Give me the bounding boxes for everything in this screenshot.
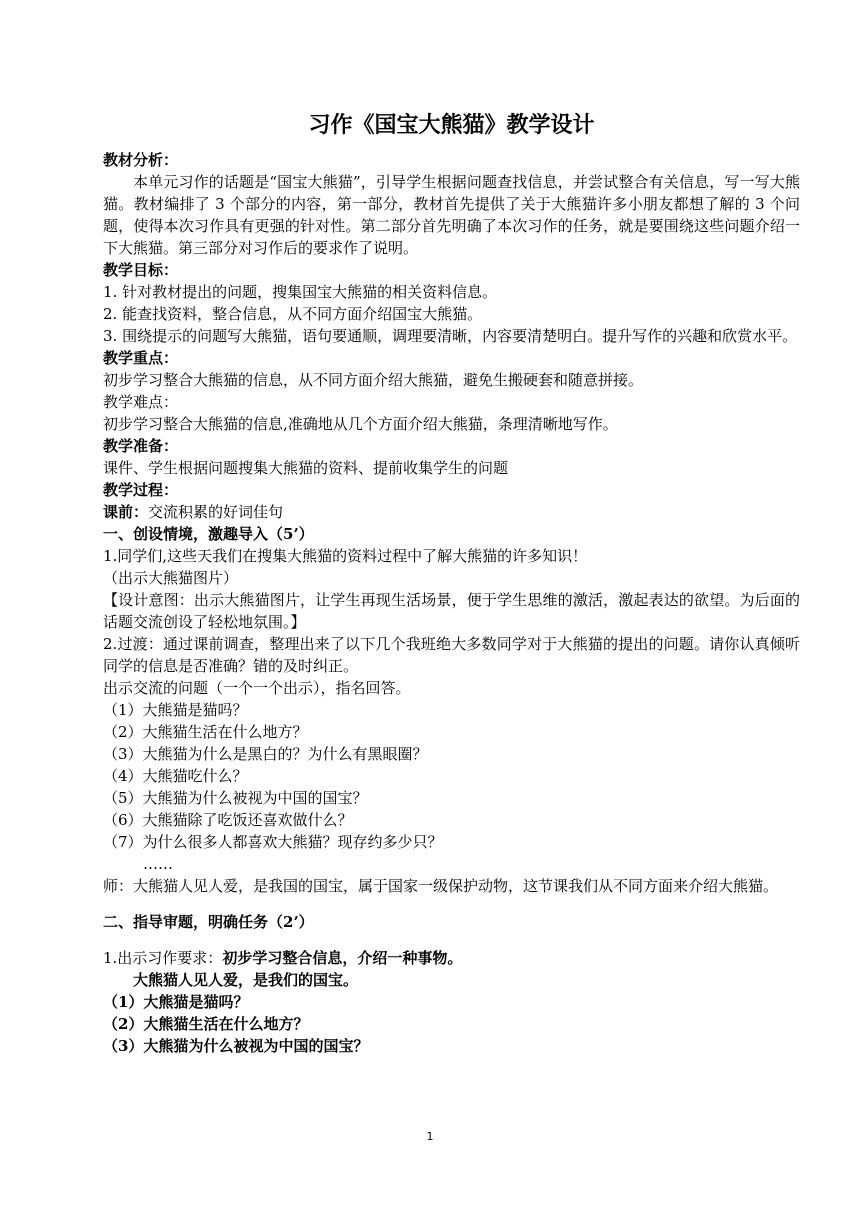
difficulty-heading: 教学难点： — [103, 393, 179, 411]
part2-line: 大熊猫人见人爱，是我们的国宝。 — [133, 971, 359, 989]
part1-line2: （出示大熊猫图片） — [103, 569, 239, 587]
analysis-text: 本单元习作的话题是“国宝大熊猫”，引导学生根据问题查找信息，并尝试整合有关信息，写一写大熊猫。教材编排了 3 个部分的内容，第一部分，教材首先提供了关于大熊猫许多小朋友都想了解的 3 个问题，使得本次习作具有更强的针对性。第二部分首先明确了本次习作的任务，就是要围绕这些问题介绍一下大熊猫。第三部分对习作后的要求作了说明。 — [103, 173, 800, 257]
prep-text: 课件、学生根据问题搜集大熊猫的资料、提前收集学生的问题 — [103, 459, 509, 477]
key-heading: 教学重点： — [103, 349, 179, 367]
question-item: （6）大熊猫除了吃饭还喜欢做什么？ — [103, 811, 353, 829]
spacer — [103, 897, 800, 911]
question-item: （5）大熊猫为什么被视为中国的国宝？ — [103, 789, 368, 807]
document-page — [103, 105, 800, 1057]
requirement-bold: 初步学习整合信息，介绍一种事物。 — [222, 949, 463, 967]
teacher-text: 师：大熊猫人见人爱，是我国的国宝，属于国家一级保护动物，这节课我们从不同方面来介绍大熊猫。 — [103, 877, 779, 895]
requirement-prefix: 1.出示习作要求： — [103, 949, 223, 967]
goal-item: 2. 能查找资料，整合信息，从不同方面介绍国宝大熊猫。 — [103, 305, 483, 323]
document-title: 习作《国宝大熊猫》教学设计 — [308, 112, 595, 138]
analysis-heading: 教材分析： — [103, 151, 179, 169]
prep-heading: 教学准备： — [103, 437, 179, 455]
ellipsis: …… — [143, 855, 173, 873]
goals-heading: 教学目标： — [103, 261, 179, 279]
difficulty-text: 初步学习整合大熊猫的信息,准确地从几个方面介绍大熊猫，条理清晰地写作。 — [103, 415, 618, 433]
pre-class-label: 课前： — [103, 503, 149, 521]
part1-heading: 一、创设情境，激趣导入（5’） — [103, 525, 314, 543]
question-item: （2）大熊猫生活在什么地方？ — [103, 723, 308, 741]
part1-line3: 2.过渡：通过课前调查，整理出来了以下几个我班绝大多数同学对于大熊猫的提出的问题。请你认真倾听同学的信息是否准确？错的及时纠正。 — [103, 635, 800, 675]
pre-class-text: 交流积累的好词佳句 — [148, 503, 284, 521]
key-text: 初步学习整合大熊猫的信息，从不同方面介绍大熊猫，避免生搬硬套和随意拼接。 — [103, 371, 644, 389]
spacer — [103, 933, 800, 947]
part1-line1: 1.同学们,这些天我们在搜集大熊猫的资料过程中了解大熊猫的许多知识！ — [103, 547, 588, 565]
process-heading: 教学过程： — [103, 481, 179, 499]
design-intent: 【设计意图：出示大熊猫图片，让学生再现生活场景，便于学生思维的激活，激起表达的欲望。为后面的话题交流创设了轻松地氛围。】 — [103, 591, 800, 631]
question-item: （3）大熊猫为什么是黑白的？为什么有黑眼圈？ — [103, 745, 428, 763]
part1-line4: 出示交流的问题（一个一个出示），指名回答。 — [103, 679, 411, 697]
part2-question-item: （1）大熊猫是猫吗？ — [103, 993, 249, 1011]
part2-question-item: （2）大熊猫生活在什么地方？ — [103, 1015, 309, 1033]
question-item: （7）为什么很多人都喜欢大熊猫？现存约多少只？ — [103, 833, 443, 851]
goal-item: 3. 围绕提示的问题写大熊猫，语句要通顺，调理要清晰，内容要清楚明白。提升写作的兴趣和欣赏水平。 — [103, 327, 798, 345]
goal-item: 1. 针对教材提出的问题，搜集国宝大熊猫的相关资料信息。 — [103, 283, 498, 301]
page-number: 1 — [426, 1130, 434, 1143]
question-item: （4）大熊猫吃什么？ — [103, 767, 248, 785]
part2-heading: 二、指导审题，明确任务（2’） — [103, 913, 314, 931]
part2-question-item: （3）大熊猫为什么被视为中国的国宝？ — [103, 1037, 369, 1055]
question-item: （1）大熊猫是猫吗？ — [103, 701, 248, 719]
pre-class-line — [103, 501, 800, 523]
part2-requirement — [103, 947, 800, 969]
